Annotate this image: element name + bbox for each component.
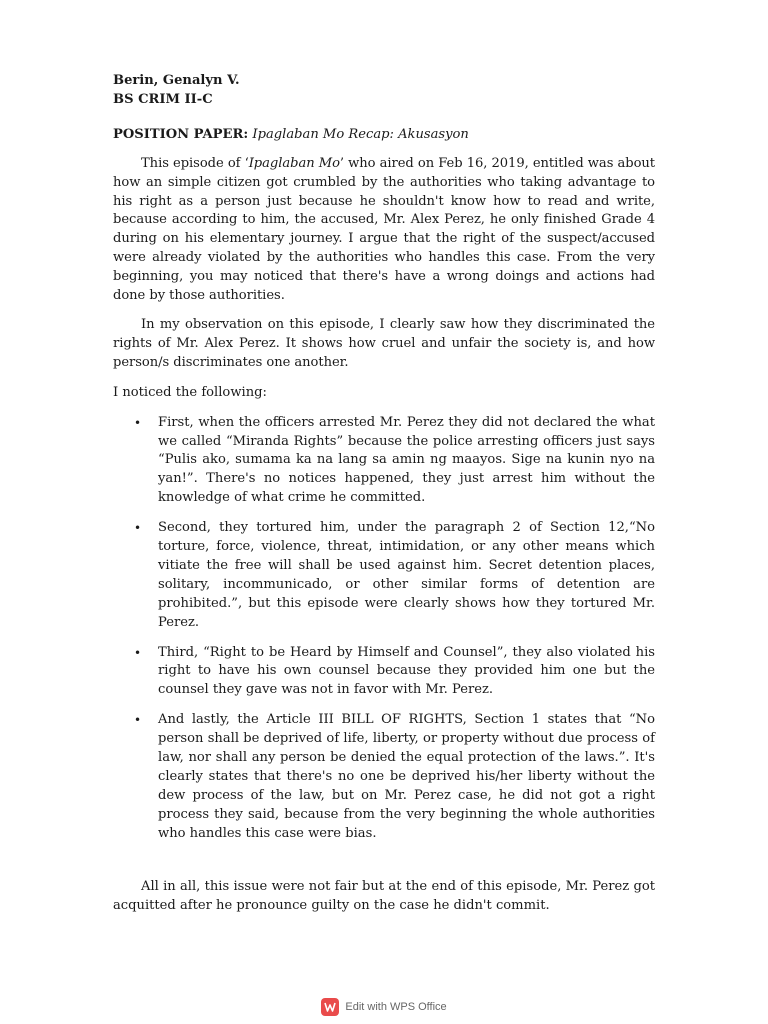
paragraph-1-lead: This episode of ‘ bbox=[141, 155, 249, 171]
paragraph-1-rest: ’ who aired on Feb 16, 2019, entitled was about how an simple citizen got crumbled by the authorities who taking advantage to his right as a person just because he shouldn't know how to read and write, because according to him, the accused, Mr. Alex Perez, he only finished Grade 4 during on his elementary journey. I argue that the right of the suspect/accused were already violated by the authorities who handles this case. From the very beginning, you may noticed that there's have a wrong doings and actions had done by those authorities. bbox=[113, 155, 655, 304]
list-item bbox=[113, 519, 655, 632]
title-label: POSITION PAPER: bbox=[113, 126, 249, 142]
paragraph-1 bbox=[113, 155, 655, 306]
bullet-icon: • bbox=[134, 645, 142, 660]
point-2-text: Second, they tortured him, under the paragraph 2 of Section 12,“No torture, force, violence, threat, intimidation, or any other means which vitiate the free will shall be used against him. Secret detention places, solitary, incommunicado, or other similar forms of detention are prohibited.”, but this episode were clearly shows how they tortured Mr. Perez. bbox=[158, 520, 655, 630]
points-list bbox=[113, 414, 655, 844]
wps-footer[interactable] bbox=[0, 998, 768, 1016]
show-title: Ipaglaban Mo bbox=[248, 155, 340, 171]
paragraph-2: In my observation on this episode, I clearly saw how they discriminated the rights of Mr. Alex Perez. It shows how cruel and unfair the society is, and how person/s discriminates one another. bbox=[113, 316, 655, 370]
conclusion-paragraph: All in all, this issue were not fair but at the end of this episode, Mr. Perez got acquitted after he pronounce guilty on the case he didn't commit. bbox=[113, 878, 655, 913]
author-class: BS CRIM II-C bbox=[113, 91, 213, 107]
bullet-icon: • bbox=[134, 521, 142, 536]
title-text: Ipaglaban Mo Recap: Akusasyon bbox=[252, 126, 469, 142]
bullet-icon: • bbox=[134, 415, 142, 430]
paper-title bbox=[113, 126, 655, 145]
point-3-text: Third, “Right to be Heard by Himself and Counsel”, they also violated his right to have his own counsel because they provided him one but the counsel they gave was not in favor with Mr. Perez. bbox=[158, 644, 655, 698]
list-item bbox=[113, 711, 655, 843]
points-intro: I noticed the following: bbox=[113, 384, 267, 400]
list-item bbox=[113, 644, 655, 701]
wps-footer-text[interactable]: Edit with WPS Office bbox=[345, 1001, 447, 1013]
bullet-icon: • bbox=[134, 713, 142, 728]
author-name: Berin, Genalyn V. bbox=[113, 73, 240, 88]
point-1-text: First, when the officers arrested Mr. Perez they did not declared the what we called “Miranda Rights” because the police arresting officers just says “Pulis ako, sumama ka na lang sa amin ng maayos. Sige na kunin nyo na yan!”. There's no notices happened, they just arrest him without the knowledge of what crime he committed. bbox=[158, 414, 655, 506]
wps-office-icon bbox=[321, 998, 339, 1016]
list-item bbox=[113, 414, 655, 509]
point-4-text: And lastly, the Article III BILL OF RIGHTS, Section 1 states that “No person shall be deprived of life, liberty, or property without due process of law, nor shall any person be denied the equal protection of the laws.”. It's clearly states that there's no one be deprived his/her liberty without the dew process of the law, but on Mr. Perez case, he did not got a right process they said, because from the very beginning the whole authorities who handles this case were bias. bbox=[158, 712, 655, 841]
document-page bbox=[113, 72, 655, 915]
